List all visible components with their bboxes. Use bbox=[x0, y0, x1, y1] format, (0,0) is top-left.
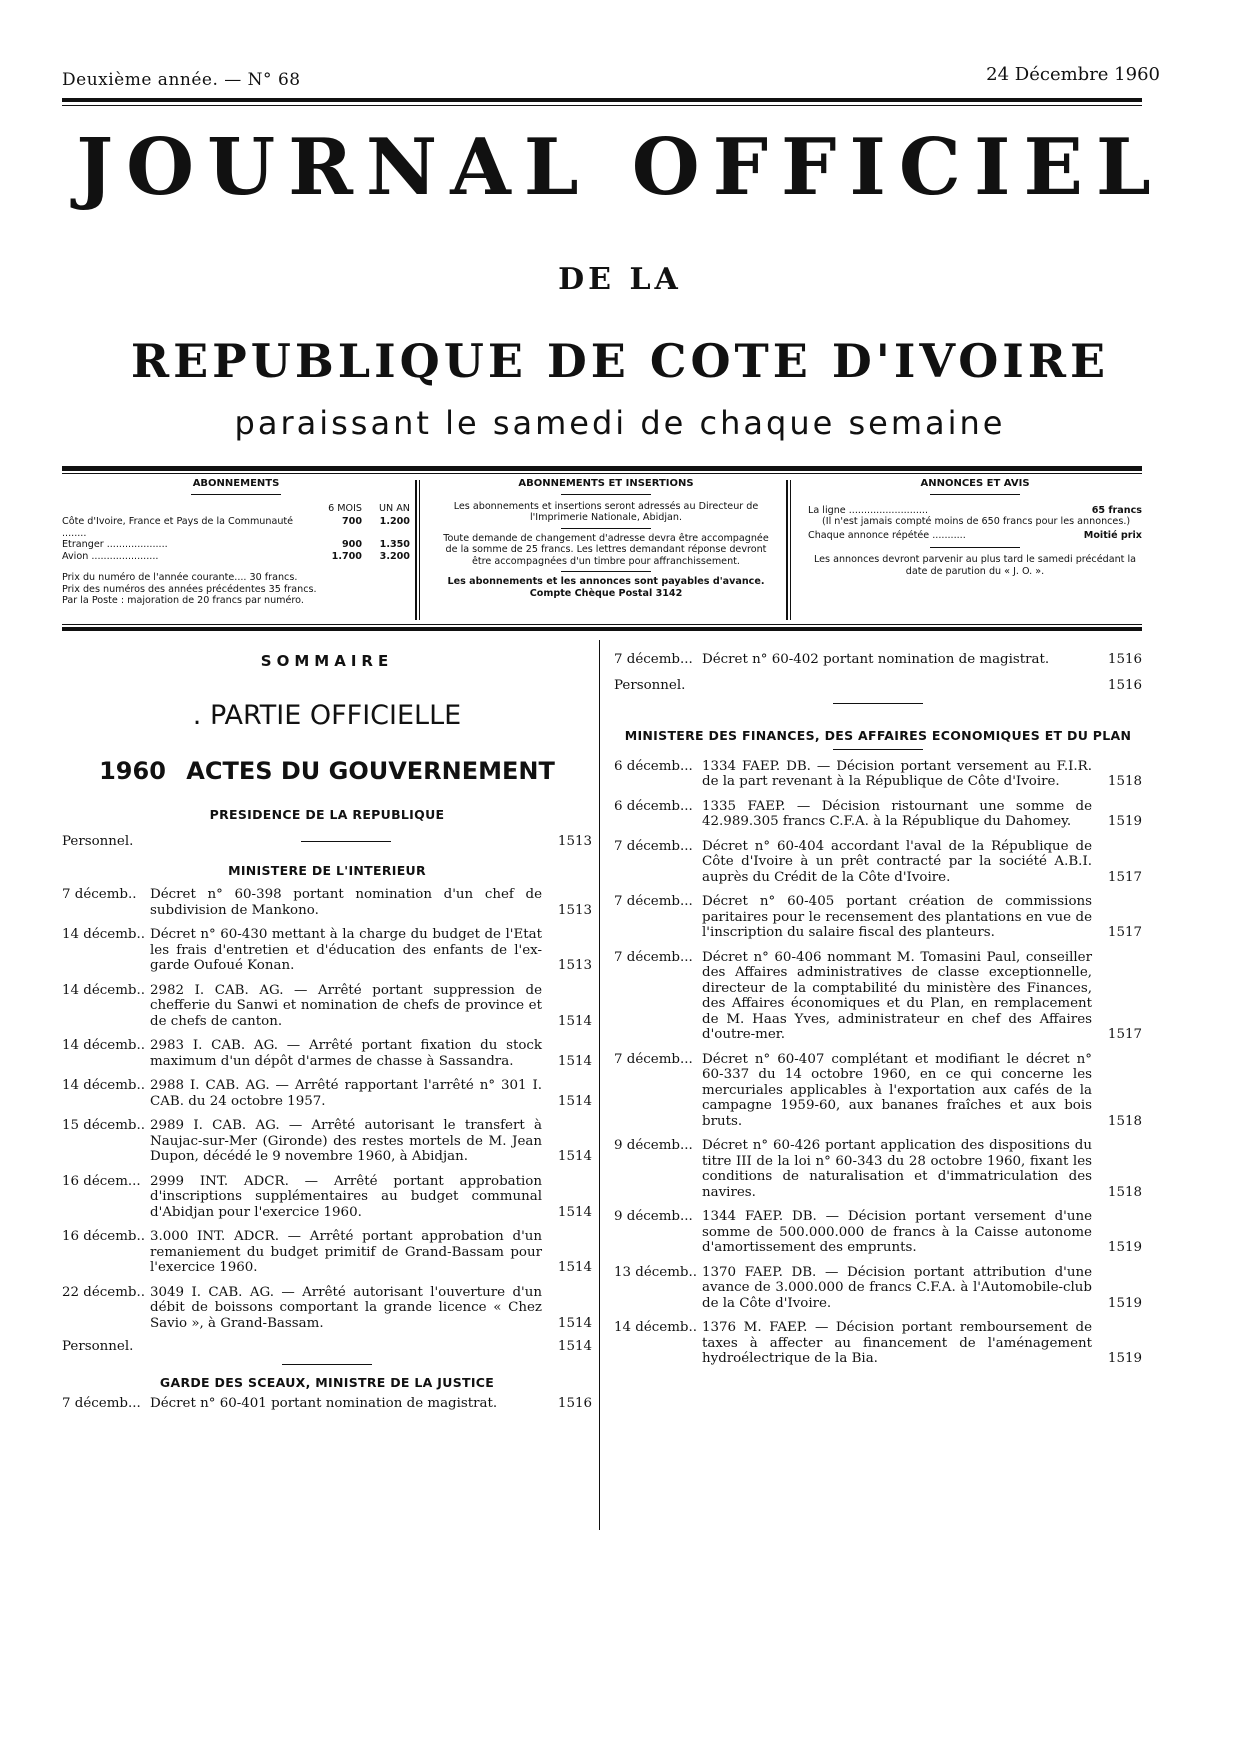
entry-text: 1335 FAEP. — Décision ristournant une somme de 42.989.305 francs C.F.A. à la République du Dahomey. bbox=[702, 798, 1092, 829]
entry-page: 1516 bbox=[557, 1396, 592, 1411]
line-price: 65 francs bbox=[1091, 504, 1142, 516]
entry-date: 7 décemb.. bbox=[62, 887, 137, 902]
personnel-label: Personnel. bbox=[62, 834, 134, 849]
column-divider bbox=[599, 640, 600, 1530]
entry-page: 1513 bbox=[557, 902, 592, 918]
toc-entry bbox=[62, 1229, 592, 1276]
entry-text: Décret n° 60-404 accordant l'aval de la République de Côte d'Ivoire à un prêt contracté par la société A.B.I. auprès du Crédit de la Côte d'Ivoire. bbox=[702, 838, 1092, 885]
toc-entry bbox=[614, 799, 1142, 830]
divider bbox=[930, 494, 1020, 495]
entry-date: 6 décemb... bbox=[614, 798, 693, 814]
entry-date: 6 décemb... bbox=[614, 758, 693, 774]
divider bbox=[191, 494, 281, 495]
entry-date: 7 décemb... bbox=[614, 1051, 693, 1067]
presidence-personnel bbox=[62, 834, 592, 849]
entry-page: 1519 bbox=[1107, 1295, 1142, 1311]
entry-date: 16 décemb.. bbox=[62, 1229, 145, 1244]
entry-page: 1518 bbox=[1107, 1113, 1142, 1129]
actes-year: 1960 bbox=[99, 757, 166, 785]
subscription-one-year: 1.200 bbox=[379, 516, 410, 527]
entry-text: 3.000 INT. ADCR. — Arrêté portant approbation d'un remaniement du budget primitif de Grand-Bassam pour l'exercice 1960. bbox=[150, 1229, 542, 1275]
col-six-months: 6 MOIS bbox=[328, 502, 362, 514]
masthead-de-la: DE LA bbox=[558, 262, 682, 297]
entry-date: 7 décemb... bbox=[614, 652, 693, 667]
toc-entry bbox=[614, 1320, 1142, 1367]
repeat-price: Moitié prix bbox=[1083, 529, 1142, 541]
entry-page: 1518 bbox=[1107, 1184, 1142, 1200]
subscription-six-months: 700 bbox=[341, 516, 362, 527]
entry-page: 1519 bbox=[1107, 1240, 1142, 1255]
entry-page: 1514 bbox=[557, 1149, 592, 1164]
divider bbox=[561, 528, 651, 529]
insertions-address: Les abonnements et insertions seront adressés au Directeur de l'Imprimerie Nationale, Abidjan. bbox=[453, 500, 759, 523]
divider bbox=[282, 1364, 372, 1365]
entry-page: 1514 bbox=[557, 1260, 592, 1275]
entry-date: 7 décemb... bbox=[62, 1396, 141, 1411]
divider bbox=[561, 571, 651, 572]
entry-date: 7 décemb... bbox=[614, 838, 693, 854]
entry-date: 9 décemb... bbox=[614, 1138, 693, 1153]
announcements-box bbox=[808, 478, 1142, 577]
subscriptions-heading: ABONNEMENTS bbox=[192, 478, 280, 489]
box-divider bbox=[419, 480, 420, 620]
box-divider bbox=[415, 480, 417, 620]
subscription-one-year: 1.350 bbox=[379, 539, 410, 550]
insertions-change-address: Toute demande de changement d'adresse devra être accompagnée de la somme de 25 francs. Les lettres demandant réponse devront être accompagnées d'un timbre pour affranchissement. bbox=[443, 532, 769, 567]
price-note: Prix des numéros des années précédentes 35 francs. bbox=[62, 583, 317, 595]
entry-text: 1370 FAEP. DB. — Décision portant attribution d'une avance de 3.000.000 de francs C.F.A. à l'Automobile-club de la Côte d'Ivoire. bbox=[702, 1264, 1092, 1311]
section-justice: GARDE DES SCEAUX, MINISTRE DE LA JUSTICE bbox=[159, 1375, 495, 1390]
divider bbox=[301, 841, 391, 842]
toc-entry bbox=[62, 983, 592, 1030]
masthead-title: JOURNAL OFFICIEL bbox=[76, 122, 1164, 213]
entry-text: 1344 FAEP. DB. — Décision portant versement d'une somme de 500.000.000 de francs à la Caisse autonome d'amortissement des emprunts. bbox=[702, 1209, 1092, 1255]
toc-entry bbox=[62, 1078, 592, 1109]
subscription-six-months: 900 bbox=[341, 539, 362, 550]
entry-text: 2988 I. CAB. AG. — Arrêté rapportant l'arrêté n° 301 I. CAB. du 24 octobre 1957. bbox=[150, 1078, 542, 1109]
box-divider bbox=[786, 480, 788, 620]
toc-entry bbox=[62, 927, 592, 974]
subscription-row bbox=[62, 516, 410, 539]
entry-date: 9 décemb... bbox=[614, 1209, 693, 1224]
entry-date: 15 décemb.. bbox=[62, 1118, 145, 1133]
subscription-row bbox=[62, 551, 410, 563]
toc-entry bbox=[614, 1138, 1142, 1200]
subscription-zone: Côte d'Ivoire, France et Pays de la Communauté ........ bbox=[62, 516, 294, 539]
entry-date: 14 décemb.. bbox=[62, 927, 145, 942]
repeat-label: Chaque annonce répétée ........... bbox=[808, 529, 966, 541]
toc-entry bbox=[614, 759, 1142, 790]
entry-date: 14 décemb.. bbox=[62, 1078, 145, 1093]
subscription-six-months: 1.700 bbox=[331, 550, 362, 562]
entry-text: Décret n° 60-401 portant nomination de magistrat. bbox=[150, 1396, 498, 1411]
divider bbox=[833, 749, 923, 750]
actes-title: ACTES DU GOUVERNEMENT bbox=[186, 757, 555, 785]
box-bottom-rule bbox=[62, 627, 1142, 631]
section-interieur: MINISTERE DE L'INTERIEUR bbox=[228, 863, 426, 878]
entry-date: 14 décemb.. bbox=[62, 982, 145, 998]
entry-text: 3049 I. CAB. AG. — Arrêté autorisant l'ouverture d'un débit de boissons comportant la grande licence « Chez Savio », à Grand-Bassam. bbox=[150, 1284, 542, 1331]
entry-page: 1519 bbox=[1107, 814, 1142, 829]
box-divider bbox=[790, 480, 791, 620]
entry-date: 14 décemb.. bbox=[62, 1038, 145, 1053]
masthead-republic: REPUBLIQUE DE COTE D'IVOIRE bbox=[130, 334, 1110, 388]
entry-text: 2999 INT. ADCR. — Arrêté portant approbation d'inscriptions supplémentaires au budget communal d'Abidjan pour l'exercice 1960. bbox=[150, 1173, 542, 1220]
entry-page: 1518 bbox=[1107, 774, 1142, 789]
masthead-tagline: paraissant le samedi de chaque semaine bbox=[234, 404, 1006, 442]
interieur-personnel bbox=[62, 1339, 592, 1354]
entry-page: 1514 bbox=[557, 1204, 592, 1220]
section-finances: MINISTERE DES FINANCES, DES AFFAIRES ECONOMIQUES ET DU PLAN bbox=[624, 727, 1132, 743]
personnel-page: 1513 bbox=[557, 834, 592, 849]
top-rule-thin bbox=[62, 105, 1142, 106]
price-note: Prix du numéro de l'année courante.... 30 francs. bbox=[62, 572, 298, 583]
divider bbox=[930, 547, 1020, 548]
divider bbox=[561, 494, 651, 495]
toc-entry bbox=[614, 1052, 1142, 1130]
entry-date: 22 décemb.. bbox=[62, 1284, 145, 1300]
entry-date: 7 décemb... bbox=[614, 894, 693, 909]
right-personnel bbox=[614, 678, 1142, 693]
entry-text: 2982 I. CAB. AG. — Arrêté portant suppression de chefferie du Sanwi et nomination de chefs de province et de chefs de canton. bbox=[150, 982, 542, 1029]
toc-entry bbox=[62, 887, 592, 918]
toc-entry bbox=[614, 839, 1142, 886]
insertions-heading: ABONNEMENTS ET INSERTIONS bbox=[518, 478, 694, 489]
entry-page: 1513 bbox=[557, 958, 592, 973]
entry-page: 1514 bbox=[557, 1053, 592, 1069]
personnel-label: Personnel. bbox=[614, 677, 686, 693]
issue-number: Deuxième année. — N° 68 bbox=[62, 70, 301, 90]
entry-text: 1376 M. FAEP. — Décision portant remboursement de taxes à affecter au financement de l'aménagement hydroélectrique de la Bia. bbox=[702, 1320, 1092, 1366]
toc-entry bbox=[62, 1118, 592, 1165]
line-price-note: (Il n'est jamais compté moins de 650 francs pour les annonces.) bbox=[822, 516, 1131, 527]
entry-text: Décret n° 60-402 portant nomination de magistrat. bbox=[702, 652, 1050, 667]
entry-date: 16 décem... bbox=[62, 1173, 141, 1189]
subscription-zone: Avion ...................... bbox=[62, 550, 159, 562]
entry-text: Décret n° 60-398 portant nomination d'un chef de subdivision de Mankono. bbox=[150, 887, 542, 918]
left-column bbox=[62, 652, 592, 1412]
entry-date: 14 décemb.. bbox=[614, 1320, 697, 1335]
entry-page: 1517 bbox=[1107, 925, 1142, 940]
sommaire-title: SOMMAIRE bbox=[260, 652, 394, 670]
entry-page: 1514 bbox=[557, 1093, 592, 1109]
personnel-page: 1514 bbox=[557, 1339, 592, 1354]
subscription-one-year: 3.200 bbox=[379, 550, 410, 562]
entry-text: Décret n° 60-405 portant création de commissions paritaires pour le recensement des plantations en vue de l'inscription du salaire fiscal des planteurs. bbox=[702, 894, 1092, 940]
subscription-row bbox=[62, 539, 410, 551]
divider bbox=[833, 703, 923, 704]
announcements-heading: ANNONCES ET AVIS bbox=[920, 478, 1030, 489]
personnel-label: Personnel. bbox=[62, 1339, 134, 1354]
personnel-page: 1516 bbox=[1107, 677, 1142, 693]
col-one-year: UN AN bbox=[379, 502, 410, 514]
toc-entry bbox=[62, 1285, 592, 1332]
entry-text: Décret n° 60-426 portant application des dispositions du titre III de la loi n° 60-343 du 28 octobre 1960, fixant les conditions de naturalisation et d'immatriculation des navires. bbox=[702, 1138, 1092, 1200]
top-rule bbox=[62, 98, 1142, 102]
entry-page: 1517 bbox=[1107, 869, 1142, 885]
toc-entry bbox=[62, 1396, 592, 1412]
entry-page: 1514 bbox=[557, 1315, 592, 1331]
entry-text: Décret n° 60-406 nommant M. Tomasini Paul, conseiller des Affaires administratives de classe exceptionnelle, directeur de la comptabilité du ministère des Finances, des Affaires économiques et du Plan, en remplacement de M. Haas Yves, administrateur en chef des Affaires d'outre-mer. bbox=[702, 949, 1092, 1042]
toc-entry bbox=[62, 1038, 592, 1069]
entry-page: 1514 bbox=[557, 1013, 592, 1029]
toc-entry bbox=[614, 894, 1142, 941]
toc-entry bbox=[62, 1174, 592, 1221]
entry-text: Décret n° 60-407 complétant et modifiant le décret n° 60-337 du 14 octobre 1960, en ce qui concerne les mercuriales applicables à l'exportation aux cafés de la campagne 1959-60, aux bananes fraîches et aux bois bruts. bbox=[702, 1051, 1092, 1129]
entry-text: 2983 I. CAB. AG. — Arrêté portant fixation du stock maximum d'un dépôt d'armes de chasse à Sassandra. bbox=[150, 1038, 542, 1069]
subscriptions-box bbox=[62, 478, 410, 607]
entry-page: 1519 bbox=[1107, 1351, 1142, 1366]
entry-text: Décret n° 60-430 mettant à la charge du budget de l'Etat les frais d'entretien et d'éducation des enfants de l'ex-garde Oufoué Konan. bbox=[150, 927, 542, 973]
price-note: Par la Poste : majoration de 20 francs par numéro. bbox=[62, 595, 304, 606]
toc-entry bbox=[614, 950, 1142, 1043]
box-bottom-rule-thin bbox=[62, 624, 1142, 625]
subscription-zone: Etranger .................... bbox=[62, 539, 168, 550]
box-top-rule bbox=[62, 466, 1142, 471]
toc-entry bbox=[614, 1209, 1142, 1256]
right-column bbox=[614, 652, 1142, 1367]
issue-date: 24 Décembre 1960 bbox=[986, 64, 1160, 85]
entry-text: 1334 FAEP. DB. — Décision portant versement au F.I.R. de la part revenant à la République de Côte d'Ivoire. bbox=[702, 758, 1092, 789]
box-top-rule-thin bbox=[62, 473, 1142, 474]
entry-date: 13 décemb.. bbox=[614, 1264, 697, 1280]
insertions-box bbox=[438, 478, 774, 599]
toc-entry bbox=[614, 652, 1142, 668]
entry-page: 1517 bbox=[1107, 1027, 1142, 1042]
line-price-label: La ligne .......................... bbox=[808, 504, 929, 516]
entry-page: 1516 bbox=[1107, 652, 1142, 667]
section-presidence: PRESIDENCE DE LA REPUBLIQUE bbox=[209, 807, 445, 822]
partie-officielle: . PARTIE OFFICIELLE bbox=[192, 700, 462, 731]
toc-entry bbox=[614, 1265, 1142, 1312]
insertions-payment: Les abonnements et les annonces sont payables d'avance. Compte Chèque Postal 3142 bbox=[447, 576, 765, 599]
announcements-deadline: Les annonces devront parvenir au plus tard le samedi précédant la date de parution du « J. O. ». bbox=[813, 554, 1137, 577]
entry-text: 2989 I. CAB. AG. — Arrêté autorisant le transfert à Naujac-sur-Mer (Gironde) des restes mortels de M. Jean Dupon, décédé le 9 novembre 1960, à Abidjan. bbox=[150, 1118, 542, 1164]
entry-date: 7 décemb... bbox=[614, 949, 693, 965]
